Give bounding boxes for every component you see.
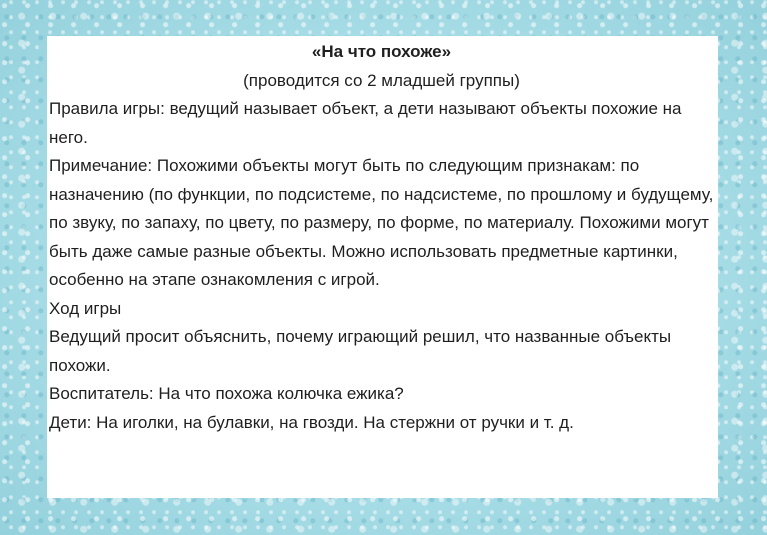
note-paragraph: Примечание: Похожими объекты могут быть по следующим признакам: по назначению (по функции, по подсистеме, по надсистеме, по прошлому и будущему, по звуку, по запаху, по цвету, по размеру, по форме, по материалу. Похожими могут быть даже самые разные объекты. Можно использовать предметные картинки, особенно на этапе ознакомления с игрой. [49,156,714,289]
game-title: «На что похоже» [311,42,452,61]
age-group-note: (проводится со 2 младшей группы) [243,70,520,90]
game-flow-heading: Ход игры [49,298,122,318]
teacher-question: Воспитатель: На что похожа колючка ежика? [49,384,404,403]
children-answer: Дети: На иголки, на булавки, на гвозди. На стержни от ручки и т. д. [49,412,574,432]
rules-paragraph: Правила игры: ведущий называет объект, а дети называют объекты похожие на него. [49,99,682,147]
host-instruction-paragraph: Ведущий просит объяснить, почему играющий решил, что названные объекты похожи. [49,327,672,375]
document-card [47,36,718,498]
